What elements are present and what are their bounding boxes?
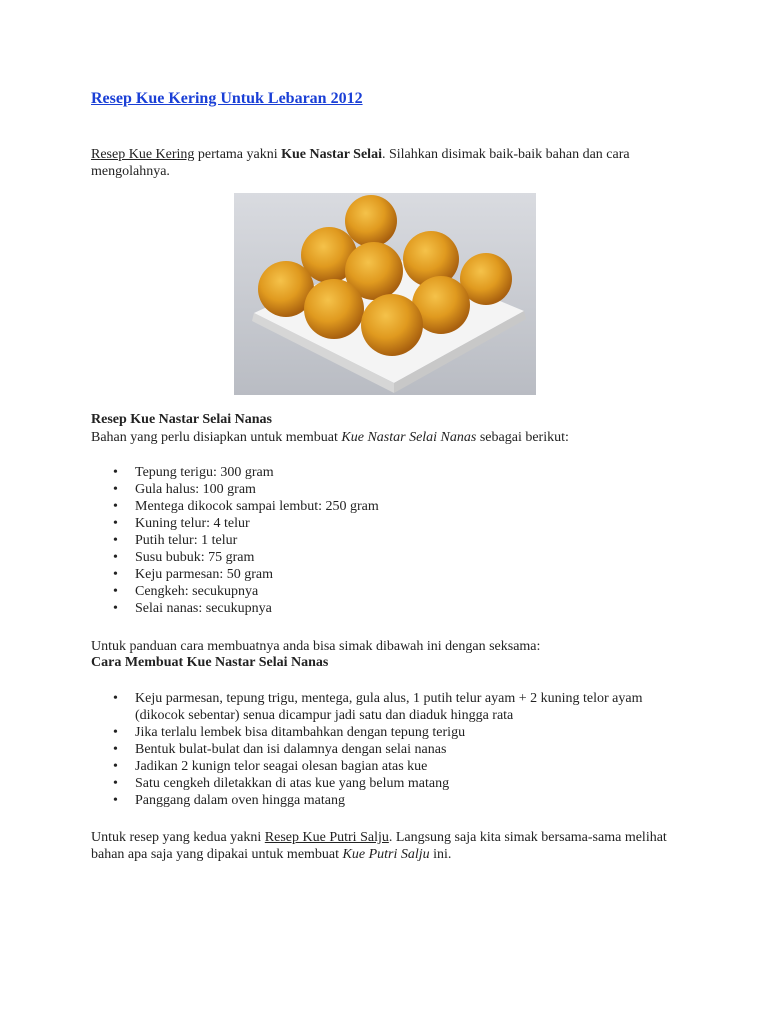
- outro-text-1: Untuk resep yang kedua yakni: [91, 830, 265, 845]
- step-text: Jika terlalu lembek bisa ditambahkan dengan tepung terigu: [135, 725, 466, 740]
- bullet-icon: •: [113, 691, 118, 706]
- step-text: Keju parmesan, tepung trigu, mentega, gula alus, 1 putih telur ayam + 2 kuning telor ayam (dikocok sebentar) senua dicampur jadi satu dan diaduk hingga rata: [135, 691, 643, 723]
- list-item: [91, 549, 651, 566]
- bullet-icon: •: [113, 584, 118, 599]
- list-item: [91, 464, 651, 481]
- steps-list: [91, 690, 651, 809]
- bullet-icon: •: [113, 516, 118, 531]
- ingredient-text: Kuning telur: 4 telur: [135, 516, 250, 531]
- bahan-text-2: sebagai berikut:: [476, 430, 569, 445]
- list-item: [91, 792, 651, 809]
- page-title-link[interactable]: Resep Kue Kering Untuk Lebaran 2012: [91, 90, 363, 107]
- ingredients-list: [91, 464, 651, 617]
- list-item: [91, 583, 651, 600]
- outro-italic: Kue Putri Salju: [342, 847, 430, 862]
- intro-text-2: . Silahkan disimak baik-baik bahan dan cara mengolahnya.: [91, 147, 630, 179]
- outro-text-3: ini.: [429, 847, 452, 862]
- bullet-icon: •: [113, 759, 118, 774]
- outro-text-2: . Langsung saja kita simak bersama-sama melihat bahan apa saja yang dipakai untuk membuat: [91, 830, 667, 862]
- intro-text-1: pertama yakni: [194, 147, 282, 162]
- list-item: [91, 532, 651, 549]
- section-heading-resep: Resep Kue Nastar Selai Nanas: [91, 412, 272, 427]
- list-item: [91, 481, 651, 498]
- list-item: [91, 690, 651, 724]
- list-item: [91, 515, 651, 532]
- intro-paragraph: [91, 146, 681, 180]
- bullet-icon: •: [113, 793, 118, 808]
- list-item: [91, 498, 651, 515]
- panduan-paragraph: Untuk panduan cara membuatnya anda bisa simak dibawah ini dengan seksama:: [91, 639, 541, 654]
- bullet-icon: •: [113, 776, 118, 791]
- bahan-paragraph: [91, 429, 691, 446]
- intro-bold: Kue Nastar Selai: [281, 147, 382, 162]
- list-item: [91, 600, 651, 617]
- bullet-icon: •: [113, 567, 118, 582]
- ingredient-text: Cengkeh: secukupnya: [135, 584, 259, 599]
- ingredient-text: Tepung terigu: 300 gram: [135, 465, 274, 480]
- bullet-icon: •: [113, 601, 118, 616]
- bullet-icon: •: [113, 725, 118, 740]
- list-item: [91, 741, 651, 758]
- nastar-photo: [234, 193, 536, 395]
- bullet-icon: •: [113, 499, 118, 514]
- list-item: [91, 724, 651, 741]
- bullet-icon: •: [113, 550, 118, 565]
- ingredient-text: Gula halus: 100 gram: [135, 482, 256, 497]
- list-item: [91, 758, 651, 775]
- bullet-icon: •: [113, 482, 118, 497]
- bahan-italic: Kue Nastar Selai Nanas: [341, 430, 477, 445]
- list-item: [91, 566, 651, 583]
- step-text: Bentuk bulat-bulat dan isi dalamnya dengan selai nanas: [135, 742, 447, 757]
- ingredient-text: Keju parmesan: 50 gram: [135, 567, 274, 582]
- bullet-icon: •: [113, 742, 118, 757]
- section-heading-cara: Cara Membuat Kue Nastar Selai Nanas: [91, 655, 329, 670]
- bullet-icon: •: [113, 533, 118, 548]
- ingredient-text: Putih telur: 1 telur: [135, 533, 238, 548]
- outro-paragraph: [91, 829, 671, 863]
- step-text: Jadikan 2 kunign telor seagai olesan bagian atas kue: [135, 759, 428, 774]
- ingredient-text: Selai nanas: secukupnya: [135, 601, 272, 616]
- ingredient-text: Susu bubuk: 75 gram: [135, 550, 255, 565]
- step-text: Satu cengkeh diletakkan di atas kue yang belum matang: [135, 776, 450, 791]
- step-text: Panggang dalam oven hingga matang: [135, 793, 345, 808]
- resep-kue-kering-link[interactable]: Resep Kue Kering: [91, 147, 195, 162]
- list-item: [91, 775, 651, 792]
- bullet-icon: •: [113, 465, 118, 480]
- ingredient-text: Mentega dikocok sampai lembut: 250 gram: [135, 499, 379, 514]
- resep-kue-putri-salju-link[interactable]: Resep Kue Putri Salju: [264, 830, 389, 845]
- bahan-text-1: Bahan yang perlu disiapkan untuk membuat: [91, 430, 342, 445]
